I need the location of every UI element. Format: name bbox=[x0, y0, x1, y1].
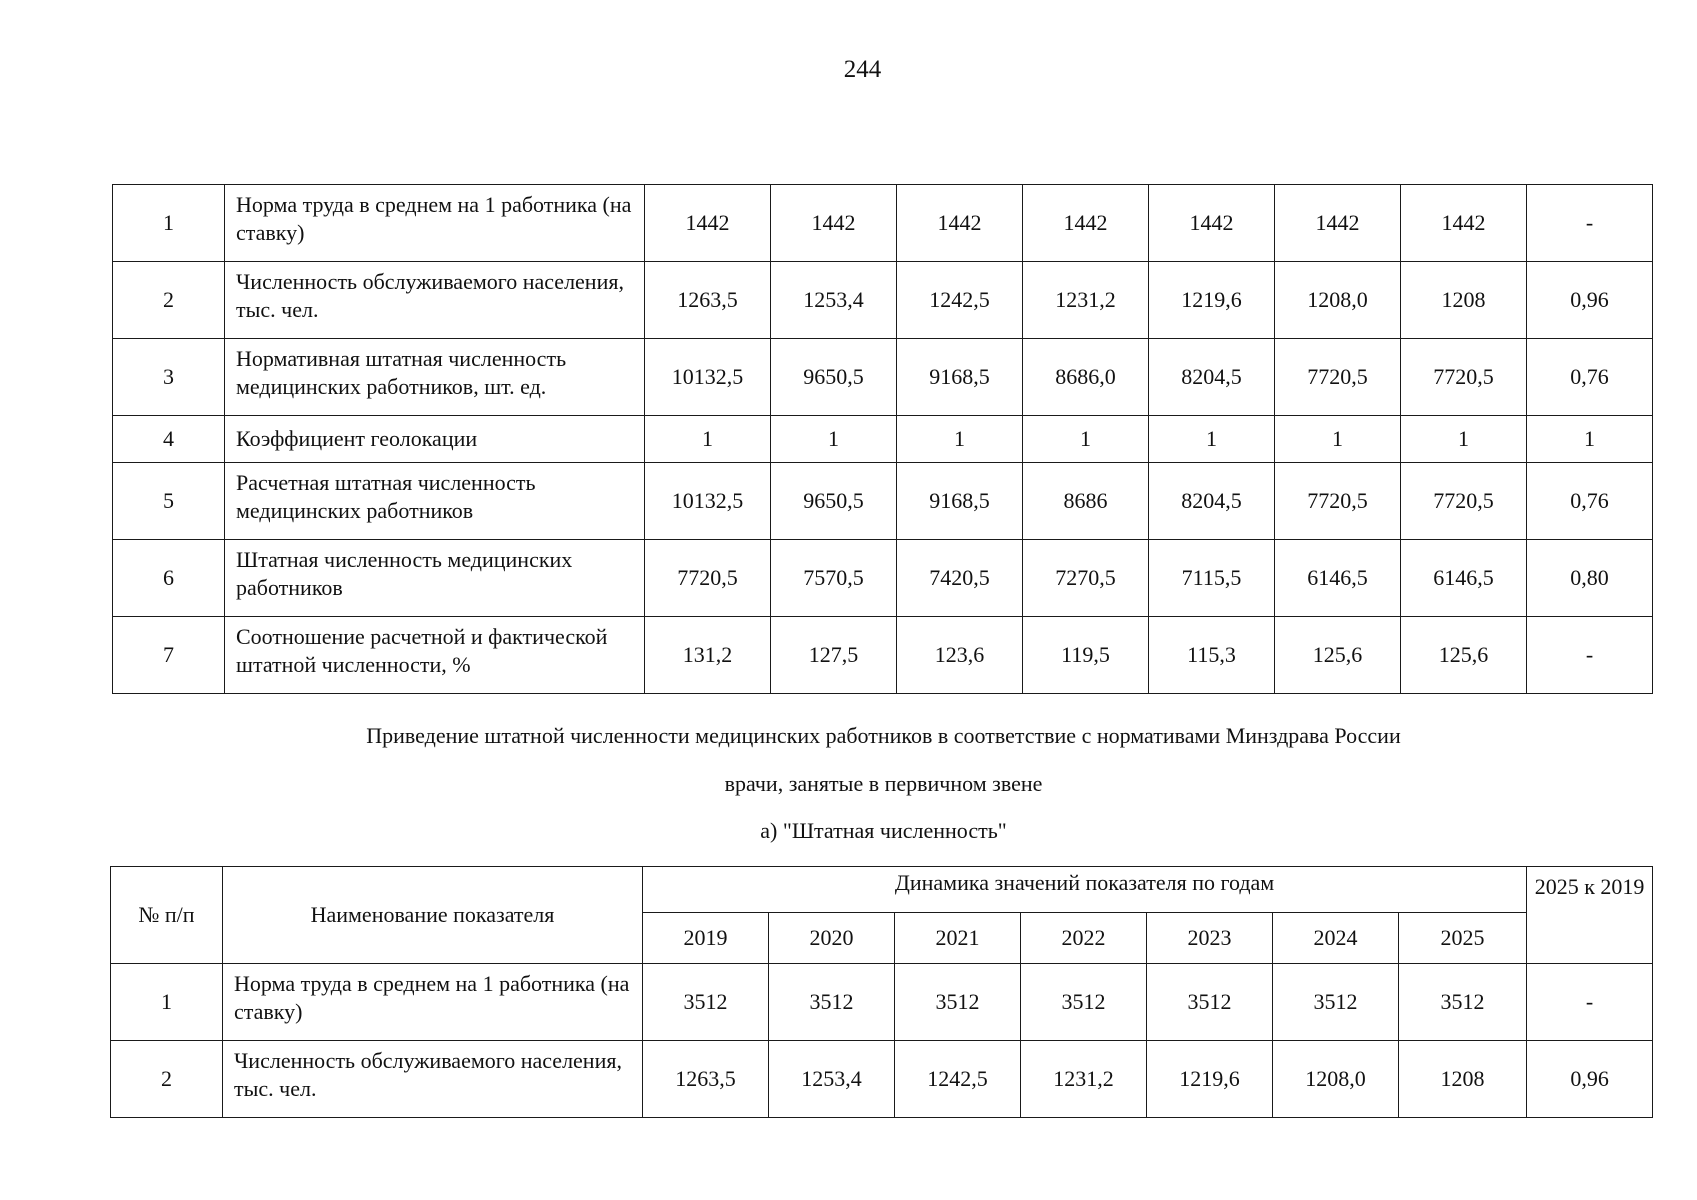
value-cell: 8204,5 bbox=[1149, 463, 1275, 540]
value-cell: 131,2 bbox=[645, 617, 771, 694]
column-header-year: 2022 bbox=[1021, 913, 1147, 964]
value-cell: 1 bbox=[1275, 416, 1401, 463]
value-cell: 9168,5 bbox=[897, 463, 1023, 540]
value-cell: 1231,2 bbox=[1021, 1041, 1147, 1118]
value-cell: 7420,5 bbox=[897, 540, 1023, 617]
value-cell: 123,6 bbox=[897, 617, 1023, 694]
value-cell: 1442 bbox=[1401, 185, 1527, 262]
section-subcaption: врачи, занятые в первичном звене bbox=[724, 771, 1043, 796]
column-header-num: № п/п bbox=[111, 867, 223, 964]
value-cell: 125,6 bbox=[1401, 617, 1527, 694]
column-header-year: 2024 bbox=[1273, 913, 1399, 964]
ratio-cell: 0,96 bbox=[1527, 1041, 1653, 1118]
value-cell: 3512 bbox=[769, 964, 895, 1041]
value-cell: 8204,5 bbox=[1149, 339, 1275, 416]
value-cell: 8686 bbox=[1023, 463, 1149, 540]
value-cell: 1208 bbox=[1401, 262, 1527, 339]
value-cell: 7720,5 bbox=[1275, 463, 1401, 540]
column-header-ratio: 2025 к 2019 bbox=[1527, 867, 1653, 964]
value-cell: 1253,4 bbox=[769, 1041, 895, 1118]
ratio-cell: - bbox=[1527, 617, 1653, 694]
staffing-table-continued bbox=[112, 184, 1653, 694]
value-cell: 1219,6 bbox=[1147, 1041, 1273, 1118]
staffing-table-doctors bbox=[110, 866, 1653, 1118]
indicator-name: Норма труда в среднем на 1 работника (на ставку) bbox=[225, 185, 645, 262]
value-cell: 1253,4 bbox=[771, 262, 897, 339]
ratio-cell: 1 bbox=[1527, 416, 1653, 463]
row-number: 2 bbox=[113, 262, 225, 339]
row-number: 6 bbox=[113, 540, 225, 617]
column-header-year: 2023 bbox=[1147, 913, 1273, 964]
value-cell: 1 bbox=[1401, 416, 1527, 463]
indicator-name: Соотношение расчетной и фактической штатной численности, % bbox=[225, 617, 645, 694]
value-cell: 8686,0 bbox=[1023, 339, 1149, 416]
value-cell: 1442 bbox=[1275, 185, 1401, 262]
value-cell: 7720,5 bbox=[1401, 463, 1527, 540]
column-header-dynamics: Динамика значений показателя по годам bbox=[643, 867, 1527, 913]
value-cell: 10132,5 bbox=[645, 463, 771, 540]
table-row bbox=[113, 339, 1653, 416]
value-cell: 1 bbox=[897, 416, 1023, 463]
value-cell: 1 bbox=[771, 416, 897, 463]
section-caption: Приведение штатной численности медицинских работников в соответствие с нормативами Минздрава России bbox=[366, 723, 1401, 748]
indicator-name: Коэффициент геолокации bbox=[225, 416, 645, 463]
indicator-name: Норма труда в среднем на 1 работника (на ставку) bbox=[223, 964, 643, 1041]
value-cell: 1208 bbox=[1399, 1041, 1527, 1118]
value-cell: 6146,5 bbox=[1401, 540, 1527, 617]
row-number: 1 bbox=[111, 964, 223, 1041]
table-row bbox=[111, 964, 1653, 1041]
value-cell: 1 bbox=[645, 416, 771, 463]
value-cell: 119,5 bbox=[1023, 617, 1149, 694]
table-row bbox=[113, 262, 1653, 339]
ratio-cell: 0,76 bbox=[1527, 463, 1653, 540]
value-cell: 10132,5 bbox=[645, 339, 771, 416]
value-cell: 1242,5 bbox=[895, 1041, 1021, 1118]
value-cell: 3512 bbox=[895, 964, 1021, 1041]
value-cell: 3512 bbox=[1147, 964, 1273, 1041]
column-header-name: Наименование показателя bbox=[223, 867, 643, 964]
indicator-name: Численность обслуживаемого населения, тыс. чел. bbox=[225, 262, 645, 339]
value-cell: 3512 bbox=[1399, 964, 1527, 1041]
table-row bbox=[111, 1041, 1653, 1118]
value-cell: 3512 bbox=[1021, 964, 1147, 1041]
value-cell: 1263,5 bbox=[645, 262, 771, 339]
ratio-cell: 0,76 bbox=[1527, 339, 1653, 416]
value-cell: 115,3 bbox=[1149, 617, 1275, 694]
column-header-year: 2019 bbox=[643, 913, 769, 964]
column-header-year: 2020 bbox=[769, 913, 895, 964]
value-cell: 7720,5 bbox=[645, 540, 771, 617]
value-cell: 9650,5 bbox=[771, 339, 897, 416]
value-cell: 7570,5 bbox=[771, 540, 897, 617]
row-number: 4 bbox=[113, 416, 225, 463]
value-cell: 7115,5 bbox=[1149, 540, 1275, 617]
value-cell: 1442 bbox=[645, 185, 771, 262]
page-number: 244 bbox=[843, 56, 882, 83]
value-cell: 1208,0 bbox=[1275, 262, 1401, 339]
value-cell: 1208,0 bbox=[1273, 1041, 1399, 1118]
value-cell: 1442 bbox=[771, 185, 897, 262]
value-cell: 1231,2 bbox=[1023, 262, 1149, 339]
value-cell: 6146,5 bbox=[1275, 540, 1401, 617]
indicator-name: Нормативная штатная численность медицинских работников, шт. ед. bbox=[225, 339, 645, 416]
row-number: 5 bbox=[113, 463, 225, 540]
value-cell: 1 bbox=[1023, 416, 1149, 463]
table-row bbox=[113, 617, 1653, 694]
table-row bbox=[113, 185, 1653, 262]
value-cell: 1442 bbox=[1149, 185, 1275, 262]
indicator-name: Штатная численность медицинских работников bbox=[225, 540, 645, 617]
value-cell: 9650,5 bbox=[771, 463, 897, 540]
row-number: 2 bbox=[111, 1041, 223, 1118]
value-cell: 1442 bbox=[897, 185, 1023, 262]
value-cell: 3512 bbox=[1273, 964, 1399, 1041]
indicator-name: Численность обслуживаемого населения, тыс. чел. bbox=[223, 1041, 643, 1118]
row-number: 1 bbox=[113, 185, 225, 262]
value-cell: 7720,5 bbox=[1401, 339, 1527, 416]
value-cell: 9168,5 bbox=[897, 339, 1023, 416]
indicator-name: Расчетная штатная численность медицинских работников bbox=[225, 463, 645, 540]
value-cell: 3512 bbox=[643, 964, 769, 1041]
table-caption: а) "Штатная численность" bbox=[760, 818, 1007, 843]
ratio-cell: - bbox=[1527, 185, 1653, 262]
ratio-cell: 0,96 bbox=[1527, 262, 1653, 339]
value-cell: 1 bbox=[1149, 416, 1275, 463]
column-header-year: 2025 bbox=[1399, 913, 1527, 964]
column-header-year: 2021 bbox=[895, 913, 1021, 964]
value-cell: 1263,5 bbox=[643, 1041, 769, 1118]
ratio-cell: - bbox=[1527, 964, 1653, 1041]
row-number: 7 bbox=[113, 617, 225, 694]
table-row bbox=[113, 540, 1653, 617]
value-cell: 127,5 bbox=[771, 617, 897, 694]
value-cell: 1219,6 bbox=[1149, 262, 1275, 339]
table-row bbox=[113, 463, 1653, 540]
value-cell: 1242,5 bbox=[897, 262, 1023, 339]
table-row bbox=[113, 416, 1653, 463]
value-cell: 125,6 bbox=[1275, 617, 1401, 694]
row-number: 3 bbox=[113, 339, 225, 416]
table-header-row bbox=[111, 867, 1653, 913]
ratio-cell: 0,80 bbox=[1527, 540, 1653, 617]
value-cell: 7270,5 bbox=[1023, 540, 1149, 617]
value-cell: 7720,5 bbox=[1275, 339, 1401, 416]
value-cell: 1442 bbox=[1023, 185, 1149, 262]
